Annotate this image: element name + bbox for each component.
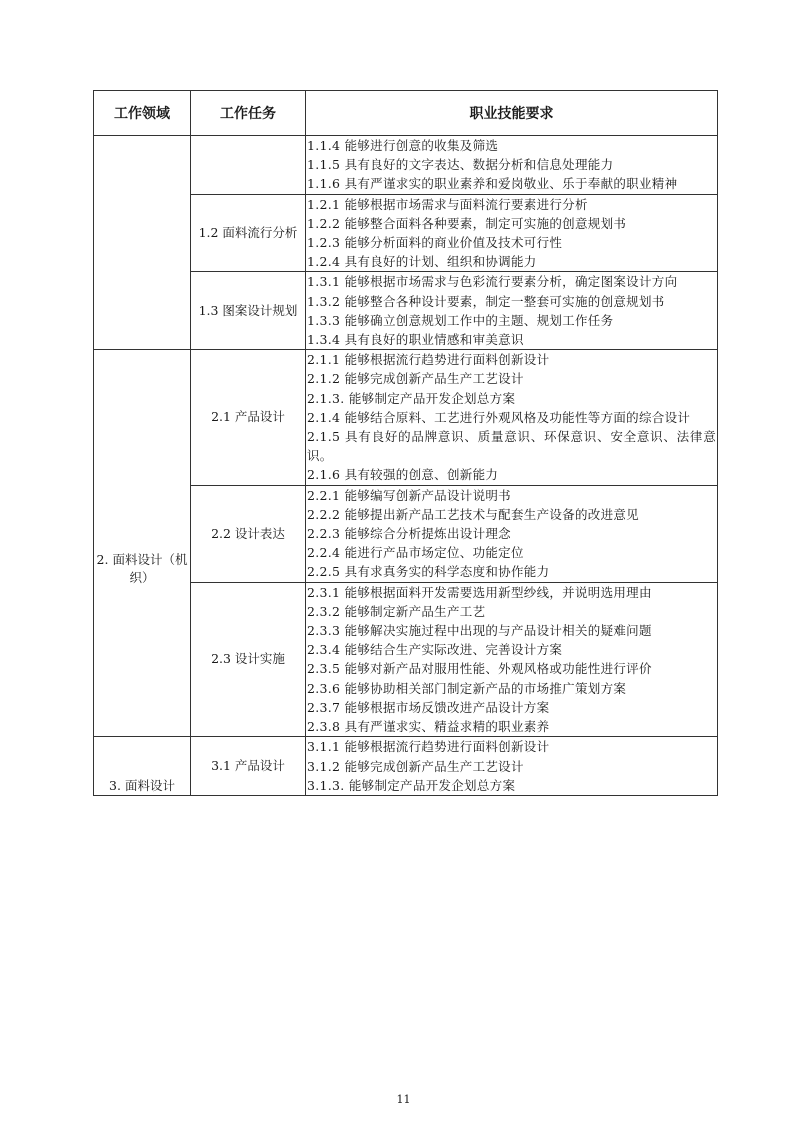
work-task-cell [191,136,306,195]
requirement-item: 1.2.1 能够根据市场需求与面料流行要素进行分析 [307,196,588,212]
work-task-cell: 1.3 图案设计规划 [191,272,306,350]
skill-requirements-cell [306,582,718,737]
requirement-item: 2.2.1 能够编写创新产品设计说明书 [307,487,511,503]
requirement-item: 3.1.1 能够根据流行趋势进行面料创新设计 [307,739,550,755]
requirement-item: 2.3.6 能够协助相关部门制定新产品的市场推广策划方案 [307,680,627,696]
requirement-item: 2.3.2 能够制定新产品生产工艺 [307,603,486,619]
table-row [94,136,718,195]
table-header-row [94,91,718,136]
requirement-item: 2.1.4 能够结合原料、工艺进行外观风格及功能性等方面的综合设计 [307,409,691,425]
requirement-item: 2.3.5 能够对新产品对服用性能、外观风格或功能性进行评价 [307,661,652,677]
header-work-task: 工作任务 [191,91,306,136]
requirement-item: 2.1.2 能够完成创新产品生产工艺设计 [307,371,524,387]
work-area-cell: 2. 面料设计（机织） [94,350,191,737]
requirement-item: 1.2.2 能够整合面料各种要素，制定可实施的创意规划书 [307,215,627,231]
requirement-item: 2.1.3. 能够制定产品开发企划总方案 [307,390,516,406]
requirement-item: 2.3.1 能够根据面料开发需要选用新型纱线，并说明选用理由 [307,584,652,600]
requirement-item: 2.1.5 具有良好的品牌意识、质量意识、环保意识、安全意识、法律意识。 [307,429,716,464]
work-task-cell: 2.1 产品设计 [191,350,306,485]
header-skill-requirements: 职业技能要求 [306,91,718,136]
page-number: 11 [396,1093,411,1106]
skill-requirements-cell [306,485,718,582]
table-row [94,737,718,796]
skill-requirements-cell [306,737,718,796]
requirement-item: 1.3.2 能够整合各种设计要素，制定一整套可实施的创意规划书 [307,293,665,309]
skill-requirements-cell [306,272,718,350]
requirement-item: 1.3.3 能够确立创意规划工作中的主题、规划工作任务 [307,312,614,328]
work-task-cell: 2.3 设计实施 [191,582,306,737]
requirement-item: 1.3.1 能够根据市场需求与色彩流行要素分析，确定图案设计方向 [307,274,678,290]
requirement-item: 2.2.4 能进行产品市场定位、功能定位 [307,545,524,561]
requirement-item: 1.1.4 能够进行创意的收集及筛选 [307,138,499,153]
work-task-cell: 1.2 面料流行分析 [191,194,306,272]
requirement-item: 2.3.7 能够根据市场反馈改进产品设计方案 [307,699,550,715]
requirement-item: 1.3.4 具有良好的职业情感和审美意识 [307,332,524,348]
requirement-item: 1.2.4 具有良好的计划、组织和协调能力 [307,254,537,270]
requirement-item: 2.3.4 能够结合生产实际改进、完善设计方案 [307,642,563,658]
skill-requirements-cell [306,194,718,272]
requirement-item: 3.1.3. 能够制定产品开发企划总方案 [307,777,516,793]
table-row [94,350,718,485]
work-area-cell: 3. 面料设计 [94,737,191,796]
work-task-cell: 3.1 产品设计 [191,737,306,796]
requirement-item: 1.2.3 能够分析面料的商业价值及技术可行性 [307,235,563,251]
work-task-cell: 2.2 设计表达 [191,485,306,582]
requirement-item: 2.2.3 能够综合分析提炼出设计理念 [307,526,511,542]
requirement-item: 1.1.5 具有良好的文字表达、数据分析和信息处理能力 [307,157,614,173]
requirement-item: 1.1.6 具有严谨求实的职业素养和爱岗敬业、乐于奉献的职业精神 [307,176,678,192]
requirement-item: 2.2.2 能够提出新产品工艺技术与配套生产设备的改进意见 [307,506,639,522]
skill-requirements-cell [306,136,718,195]
requirement-item: 3.1.2 能够完成创新产品生产工艺设计 [307,758,524,774]
work-area-cell [94,136,191,350]
requirement-item: 2.2.5 具有求真务实的科学态度和协作能力 [307,564,550,580]
skills-table [93,90,718,796]
skill-requirements-cell [306,350,718,485]
header-work-area: 工作领域 [94,91,191,136]
requirement-item: 2.1.6 具有较强的创意、创新能力 [307,467,499,483]
requirement-item: 2.3.3 能够解决实施过程中出现的与产品设计相关的疑难问题 [307,623,652,639]
requirement-item: 2.3.8 具有严谨求实、精益求精的职业素养 [307,719,550,735]
requirement-item: 2.1.1 能够根据流行趋势进行面料创新设计 [307,352,550,368]
